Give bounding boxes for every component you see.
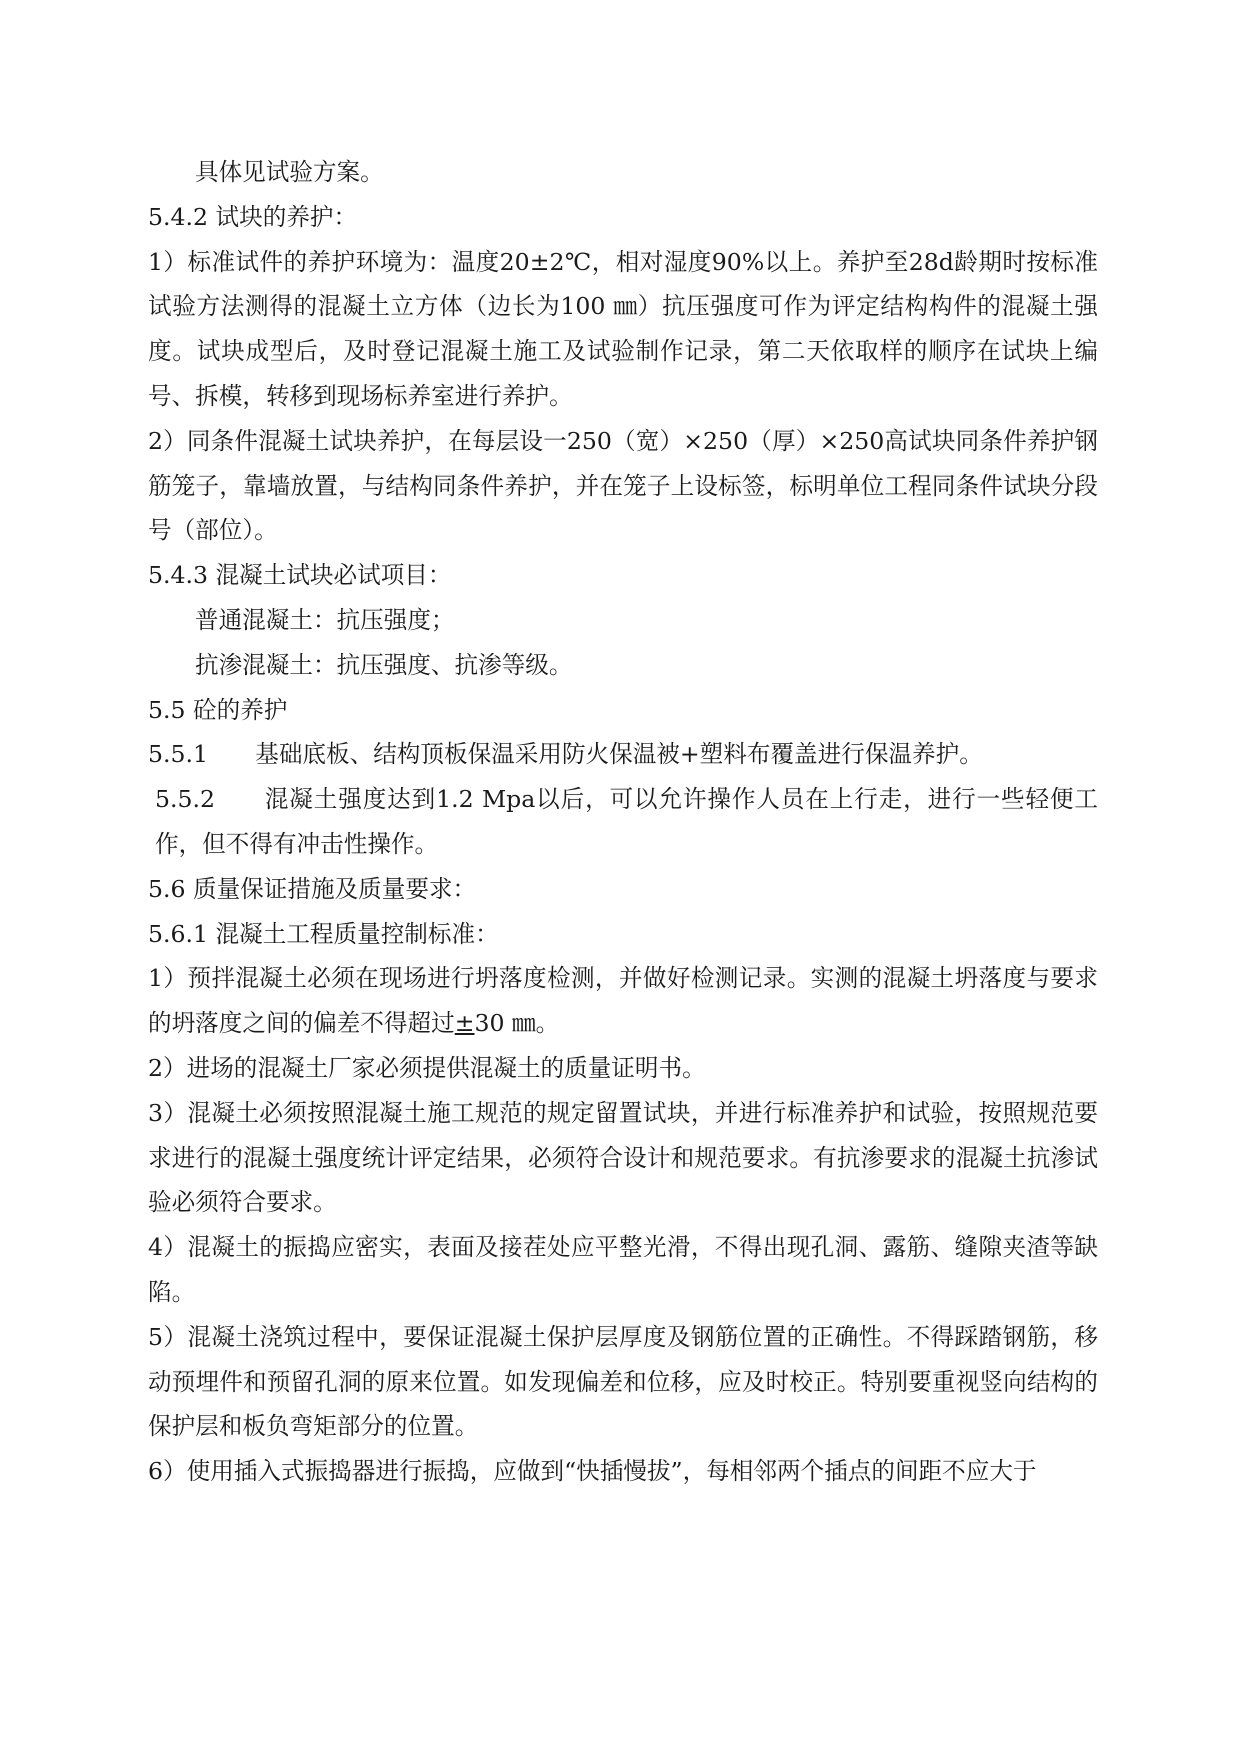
paragraph-slump-test	[148, 956, 1098, 1046]
paragraph-same-condition-curing: 2）同条件混凝土试块养护，在每层设一250（宽）×250（厚）×250高试块同条件养护钢筋笼子，靠墙放置，与结构同条件养护，并在笼子上设标签，标明单位工程同条件试块分段号（部位）。	[148, 426, 1098, 545]
plus-minus-symbol: ±	[454, 1009, 475, 1038]
heading-5-5: 5.5 砼的养护	[148, 695, 288, 724]
heading-5-4-2: 5.4.2 试块的养护：	[148, 202, 358, 231]
paragraph-see-test-plan: 具体见试验方案。	[195, 158, 384, 186]
heading-5-6: 5.6 质量保证措施及质量要求：	[148, 874, 477, 903]
paragraph-cover-thickness: 5）混凝土浇筑过程中，要保证混凝土保护层厚度及钢筋位置的正确性。不得踩踏钢筋，移动预埋件和预留孔洞的原来位置。如发现偏差和位移，应及时校正。特别要重视竖向结构的保护层和板负弯矩部分的位置。	[148, 1322, 1098, 1441]
paragraph-insertion-vibrator: 6）使用插入式振捣器进行振捣，应做到“快插慢拔”，每相邻两个插点的间距不应大于	[148, 1457, 1037, 1486]
slump-text: 1）预拌混凝土必须在现场进行坍落度检测，并做好检测记录。实测的混凝土坍落度与要求的坍落度之间的偏差不得超过	[148, 964, 1098, 1038]
paragraph-test-blocks: 3）混凝土必须按照混凝土施工规范的规定留置试块，并进行标准养护和试验，按照规范要求进行的混凝土强度统计评定结果，必须符合设计和规范要求。有抗渗要求的混凝土抗渗试验必须符合要求。	[148, 1098, 1098, 1217]
paragraph-5-5-1: 5.5.1 基础底板、结构顶板保温采用防火保温被+塑料布覆盖进行保温养护。	[148, 740, 983, 769]
paragraph-quality-certificate: 2）进场的混凝土厂家必须提供混凝土的质量证明书。	[148, 1053, 706, 1082]
slump-tolerance: 30 ㎜。	[474, 1009, 560, 1038]
paragraph-standard-curing: 1）标准试件的养护环境为：温度20±2℃，相对湿度90%以上。养护至28d龄期时按标准试验方法测得的混凝土立方体（边长为100 ㎜）抗压强度可作为评定结构构件的混凝土强度。试块成型后，及时登记混凝土施工及试验制作记录，第二天依取样的顺序在试块上编号、拆模，转移到现场标养室进行养护。	[148, 247, 1098, 410]
paragraph-impermeable-concrete: 抗渗混凝土：抗压强度、抗渗等级。	[195, 650, 573, 679]
heading-5-6-1: 5.6.1 混凝土工程质量控制标准：	[148, 919, 499, 948]
paragraph-ordinary-concrete: 普通混凝土：抗压强度；	[195, 605, 455, 634]
document-body	[148, 150, 1098, 1494]
heading-5-4-3: 5.4.3 混凝土试块必试项目：	[148, 561, 452, 590]
paragraph-vibration-compaction: 4）混凝土的振捣应密实，表面及接茬处应平整光滑，不得出现孔洞、露筋、缝隙夹渣等缺陷。	[148, 1233, 1098, 1306]
paragraph-5-5-2: 5.5.2 混凝土强度达到1.2 Mpa以后，可以允许操作人员在上行走，进行一些轻便工作，但不得有冲击性操作。	[155, 785, 1098, 858]
